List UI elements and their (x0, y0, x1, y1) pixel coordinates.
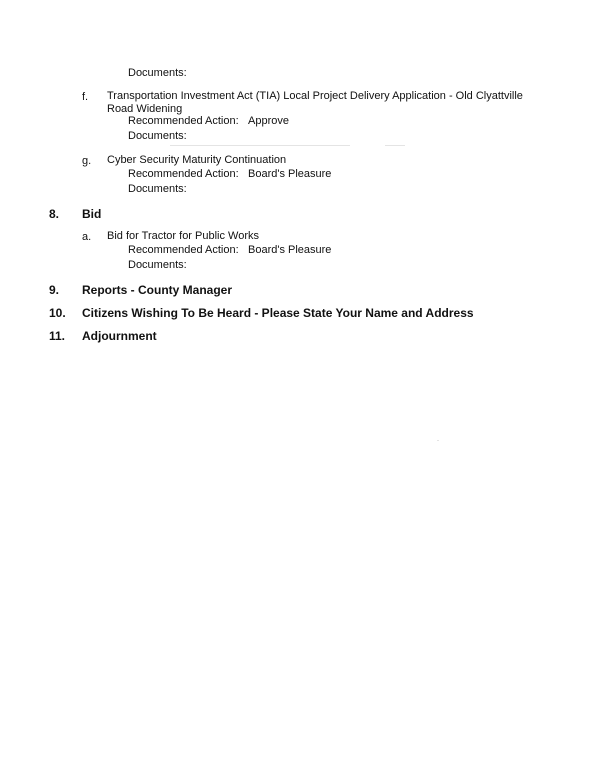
section-number: 11. (49, 329, 66, 343)
section-number: 9. (49, 283, 60, 297)
section-title: Bid (82, 207, 102, 221)
section-title: Reports - County Manager (82, 283, 233, 297)
item-title: Cyber Security Maturity Continuation (107, 154, 287, 166)
recommended-action-label: Recommended Action: (128, 244, 239, 256)
section-title: Adjournment (82, 329, 157, 343)
item-letter: g. (82, 155, 92, 167)
documents-label: Documents: (128, 259, 187, 271)
scan-speck (385, 145, 405, 146)
recommended-action-value: Board's Pleasure (248, 168, 332, 180)
recommended-action-label: Recommended Action: (128, 168, 239, 180)
scan-speck (170, 145, 350, 146)
recommended-action-label: Recommended Action: (128, 115, 239, 127)
section-number: 10. (49, 306, 66, 320)
documents-label: Documents: (128, 67, 187, 79)
recommended-action-value: Board's Pleasure (248, 244, 332, 256)
item-letter: a. (82, 231, 92, 243)
scan-speck (437, 440, 439, 441)
item-title: Bid for Tractor for Public Works (107, 230, 260, 242)
item-title: Transportation Investment Act (TIA) Local Project Delivery Application - Old Clyattville Road Widening (107, 90, 523, 115)
documents-label: Documents: (128, 183, 187, 195)
recommended-action-value: Approve (248, 115, 289, 127)
documents-label: Documents: (128, 130, 187, 142)
section-number: 8. (49, 207, 60, 221)
section-title: Citizens Wishing To Be Heard - Please State Your Name and Address (82, 306, 474, 320)
item-letter: f. (82, 91, 89, 103)
